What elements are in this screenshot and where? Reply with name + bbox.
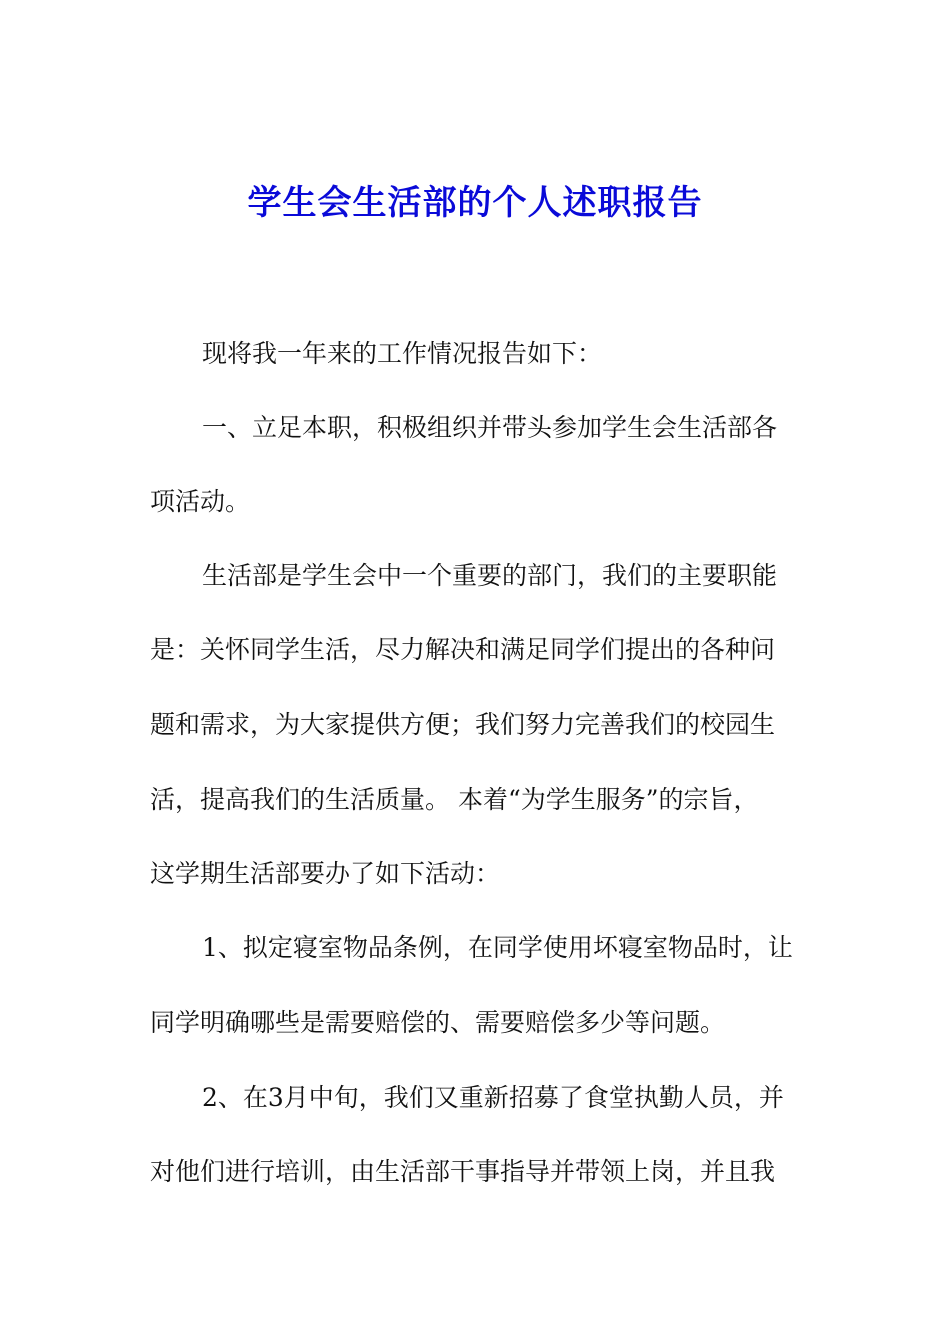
paragraph-line: 同学明确哪些是需要赔偿的、需要赔偿多少等问题。 bbox=[150, 1008, 726, 1037]
paragraph-line: 一、立足本职，积极组织并带头参加学生会生活部各 bbox=[202, 413, 778, 442]
paragraph-line: 对他们进行培训，由生活部干事指导并带领上岗，并且我 bbox=[150, 1157, 776, 1186]
paragraph-line: 生活部是学生会中一个重要的部门，我们的主要职能 bbox=[202, 561, 778, 590]
paragraph-line: 2、在3月中旬，我们又重新招募了食堂执勤人员，并 bbox=[202, 1083, 784, 1112]
paragraph-line: 活，提高我们的生活质量。 本着“为学生服务”的宗旨， bbox=[150, 785, 759, 814]
paragraph-line: 现将我一年来的工作情况报告如下： bbox=[202, 339, 603, 368]
paragraph-line: 是：关怀同学生活，尽力解决和满足同学们提出的各种问 bbox=[150, 635, 776, 664]
paragraph-line: 项活动。 bbox=[150, 487, 251, 516]
paragraph-line: 这学期生活部要办了如下活动： bbox=[150, 859, 501, 888]
paragraph-line: 1、拟定寝室物品条例，在同学使用坏寝室物品时，让 bbox=[202, 933, 793, 962]
document-title: 学生会生活部的个人述职报告 bbox=[247, 183, 703, 223]
paragraph-line: 题和需求，为大家提供方便；我们努力完善我们的校园生 bbox=[150, 710, 776, 739]
